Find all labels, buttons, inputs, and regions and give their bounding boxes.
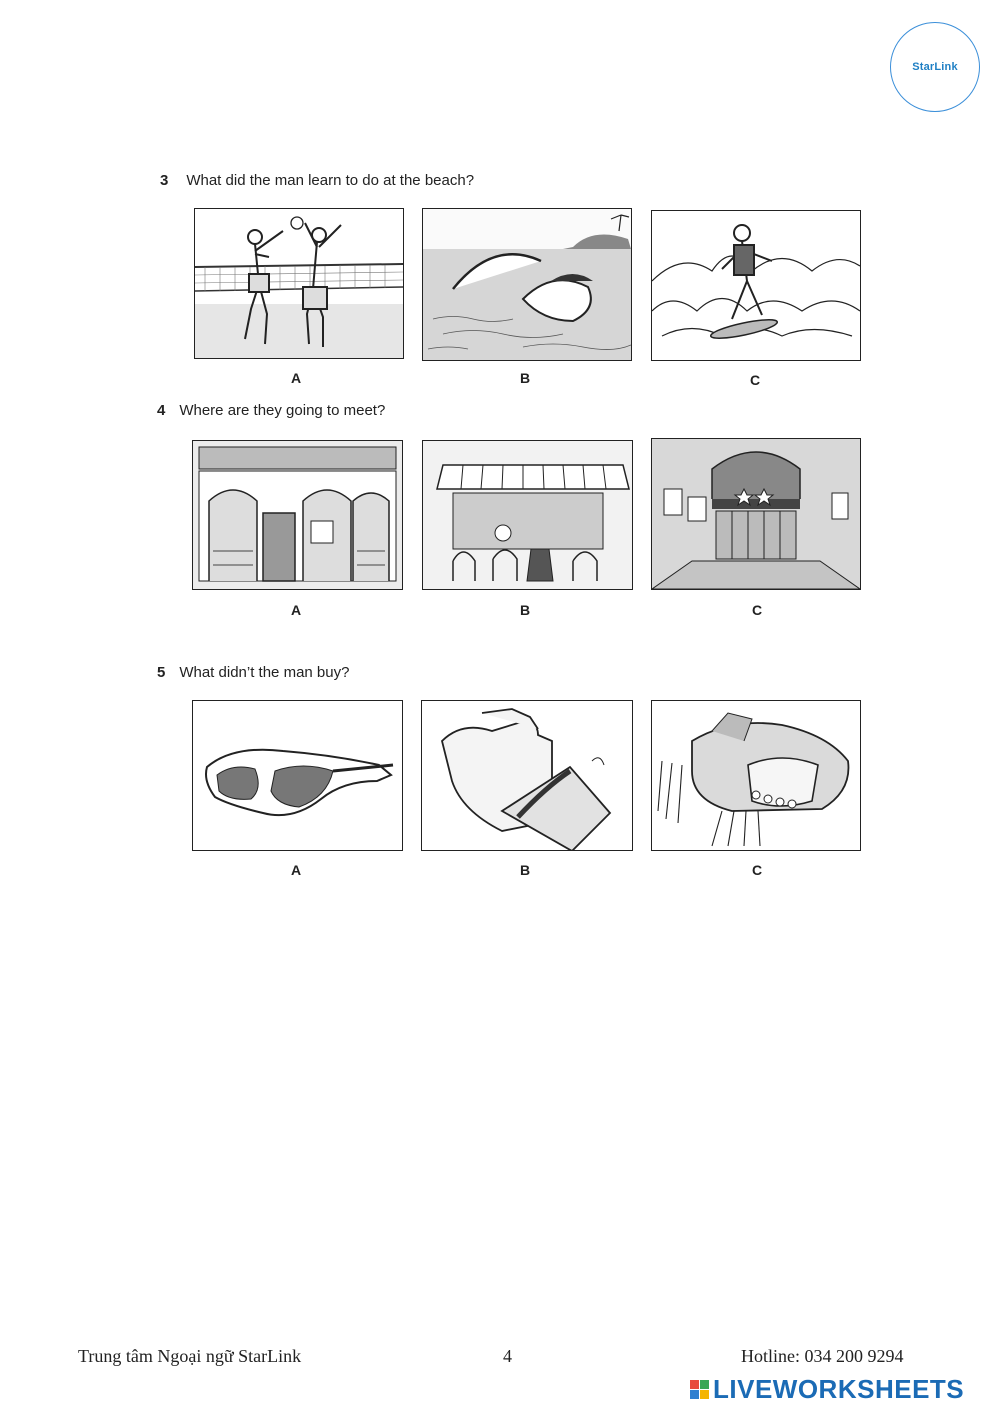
footer-center-name: Trung tâm Ngoại ngữ StarLink <box>78 1346 302 1366</box>
question-number: 3 <box>160 172 169 189</box>
question-3 <box>160 172 474 189</box>
option-4b-cafe-image[interactable] <box>422 440 633 590</box>
option-4a-bookshop-image[interactable] <box>192 440 403 590</box>
option-label-5b: B <box>519 862 531 878</box>
question-text: What did the man learn to do at the beach? <box>186 172 475 189</box>
question-number: 5 <box>157 664 166 681</box>
option-5b-gloves-image[interactable] <box>421 700 633 851</box>
liveworksheets-logo-icon <box>690 1380 709 1399</box>
footer-hotline: Hotline: 034 200 9294 <box>741 1346 904 1366</box>
option-label-5c: C <box>751 862 763 878</box>
question-text: Where are they going to meet? <box>179 402 386 419</box>
option-5a-sunglasses-image[interactable] <box>192 700 403 851</box>
watermark-text: LIVEWORKSHEETS <box>713 1374 965 1404</box>
option-3b-swimmer-image[interactable] <box>422 208 632 361</box>
option-4c-cinema-image[interactable] <box>651 438 861 590</box>
option-label-4b: B <box>519 602 531 618</box>
option-label-5a: A <box>290 862 302 878</box>
question-text: What didn’t the man buy? <box>179 664 350 681</box>
option-3c-surfer-image[interactable] <box>651 210 861 361</box>
option-label-4a: A <box>290 602 302 618</box>
option-3a-volleyball-image[interactable] <box>194 208 404 359</box>
option-label-3c: C <box>749 372 761 388</box>
question-5 <box>157 664 349 681</box>
option-5c-scarf-image[interactable] <box>651 700 861 851</box>
question-number: 4 <box>157 402 166 419</box>
question-4 <box>157 402 385 419</box>
liveworksheets-watermark <box>690 1374 964 1405</box>
option-label-4c: C <box>751 602 763 618</box>
option-label-3b: B <box>519 370 531 386</box>
starlink-logo <box>890 22 980 112</box>
logo-text: StarLink <box>912 61 958 73</box>
option-label-3a: A <box>290 370 302 386</box>
page-number: 4 <box>503 1346 512 1366</box>
